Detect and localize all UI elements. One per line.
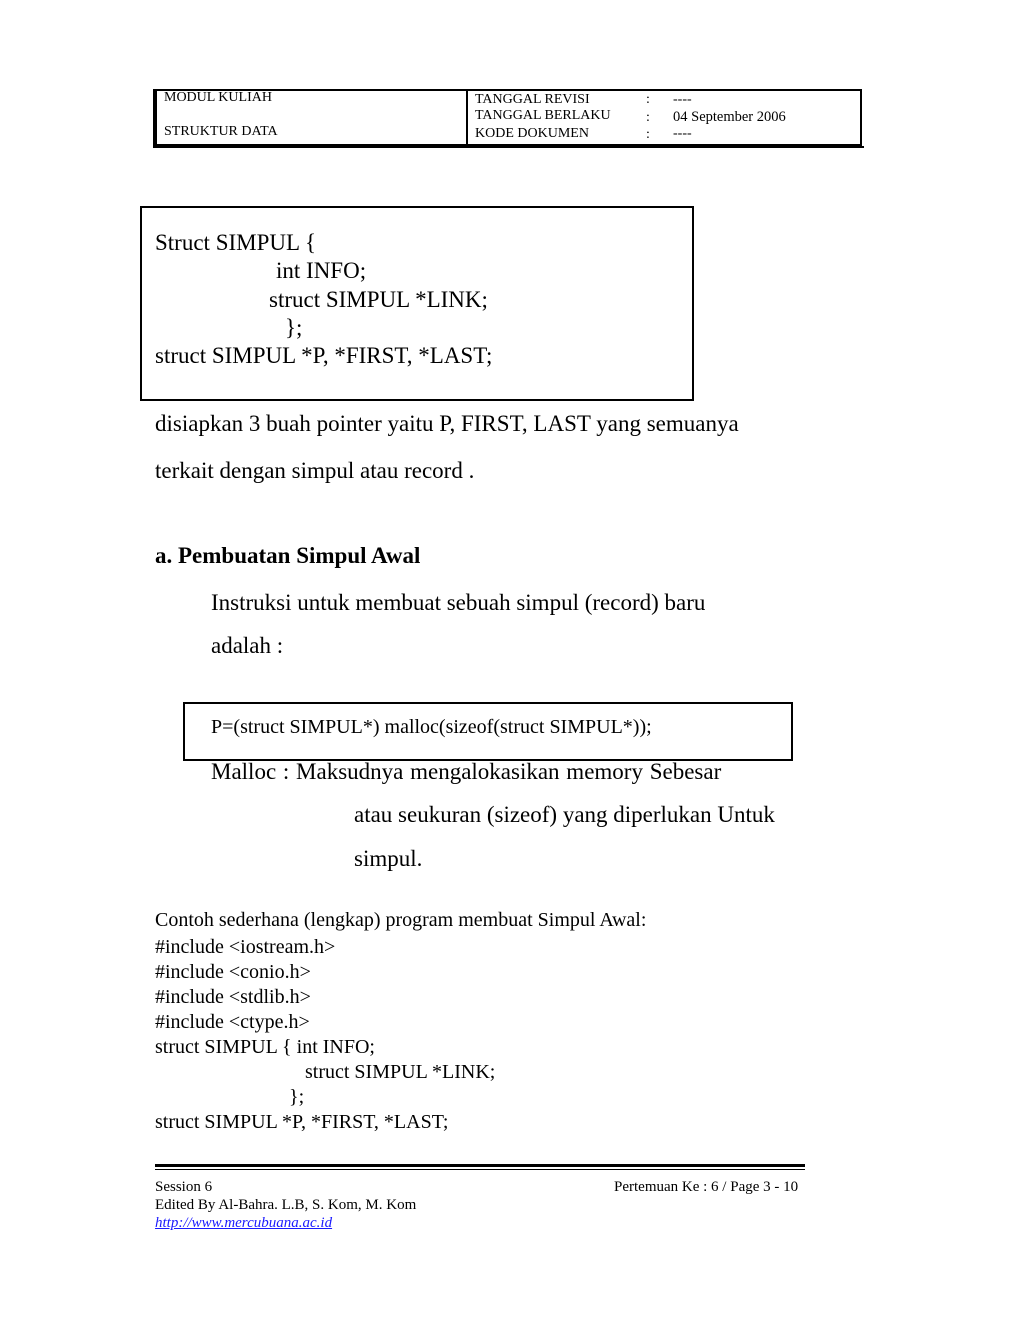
effective-date-value: 04 September 2006 [673,109,786,125]
revision-date-value: ---- [673,92,692,107]
document-code-value: ---- [673,126,692,141]
footer-page-number: Pertemuan Ke : 6 / Page 3 - 10 [614,1179,799,1195]
example-code-line: #include <ctype.h> [155,1011,310,1033]
malloc-explanation: simpul. [354,846,423,871]
example-code-line: #include <iostream.h> [155,936,336,958]
struct-line: Struct SIMPUL { [155,230,316,255]
footer-session: Session 6 [155,1179,213,1195]
revision-date-label: TANGGAL REVISI [475,92,590,107]
revision-date-sep: : [646,92,650,107]
header-border [153,146,864,148]
struct-line: struct SIMPUL *LINK; [269,287,488,312]
example-intro: Contoh sederhana (lengkap) program membuat Simpul Awal: [155,909,647,931]
footer-editor: Edited By Al-Bahra. L.B, S. Kom, M. Kom [155,1197,417,1213]
malloc-code: P=(struct SIMPUL*) malloc(sizeof(struct SIMPUL*)); [211,716,652,738]
section-heading: a. Pembuatan Simpul Awal [155,543,421,568]
malloc-explanation: Malloc : Maksudnya mengalokasikan memory Sebesar [211,759,722,784]
module-label: MODUL KULIAH [164,90,272,105]
footer-website-link[interactable]: http://www.mercubuana.ac.id [155,1215,333,1231]
struct-line: int INFO; [276,258,367,283]
struct-line: struct SIMPUL *P, *FIRST, *LAST; [155,343,493,368]
footer-divider [155,1164,805,1167]
document-code-label: KODE DOKUMEN [475,126,589,141]
document-code-sep: : [646,127,650,142]
example-code-line: struct SIMPUL *LINK; [305,1061,496,1083]
intro-text: disiapkan 3 buah pointer yaitu P, FIRST, LAST yang semuanya [155,411,739,436]
example-code-line: #include <stdlib.h> [155,986,311,1008]
section-paragraph: adalah : [211,633,284,658]
struct-line: }; [285,315,303,340]
intro-text: terkait dengan simpul atau record . [155,458,475,483]
malloc-explanation: atau seukuran (sizeof) yang diperlukan Untuk [354,802,775,827]
footer-divider [155,1169,805,1170]
effective-date-sep: : [646,110,650,125]
section-paragraph: Instruksi untuk membuat sebuah simpul (record) baru [211,590,706,615]
example-code-line: struct SIMPUL { int INFO; [155,1036,375,1058]
example-code-line: }; [289,1086,305,1108]
course-name: STRUKTUR DATA [164,124,278,139]
example-code-line: #include <conio.h> [155,961,311,983]
effective-date-label: TANGGAL BERLAKU [475,108,611,123]
example-code-line: struct SIMPUL *P, *FIRST, *LAST; [155,1111,449,1133]
